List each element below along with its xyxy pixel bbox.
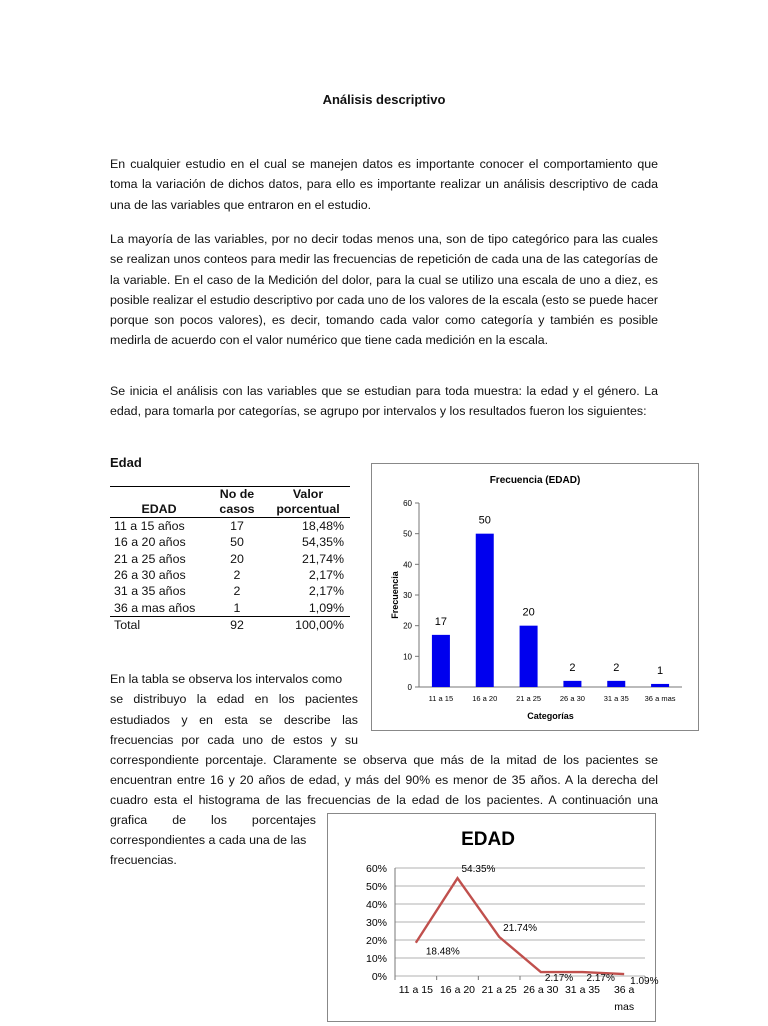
x-tick-label: 36 a mas: [644, 694, 676, 703]
wrap-line: grafica de los porcentajes: [110, 813, 316, 827]
data-label: 20: [522, 606, 535, 619]
x-tick-label: 21 a 25: [481, 984, 517, 996]
table-row: 26 a 30 años 2 2,17%: [114, 568, 344, 583]
y-tick-label: 40: [403, 560, 412, 570]
data-label: 2.17%: [544, 973, 574, 985]
x-tick-label: 26 a 30: [559, 694, 585, 703]
y-tick-label: 30: [403, 591, 412, 600]
table-total-row: Total 92 100,00%: [110, 616, 350, 633]
data-label: 18.48%: [425, 946, 460, 958]
x-tick-label: 16 a 20: [472, 694, 498, 703]
x-tick-label: 11 a 15: [398, 984, 433, 996]
y-tick-label: 20%: [365, 935, 387, 947]
bar: [651, 684, 669, 687]
bar: [432, 635, 450, 687]
y-tick-label: 20: [403, 621, 412, 631]
data-label: 21.74%: [503, 922, 538, 934]
y-tick-label: 30%: [365, 917, 387, 929]
wrap-line: estudiados y en esta se describe las: [110, 713, 358, 727]
bar: [520, 626, 538, 687]
x-tick-label: 31 a 35: [564, 984, 601, 996]
chart-title: EDAD: [461, 829, 515, 850]
y-tick-label: 0: [407, 683, 412, 692]
table-row: 16 a 20 años 50 54,35%: [114, 535, 344, 550]
table-header-edad: EDAD: [141, 502, 177, 516]
data-label: 1.09%: [630, 976, 659, 988]
bar-chart: [372, 464, 698, 730]
bar-chart-container: [371, 463, 699, 731]
data-label: 2: [613, 661, 620, 674]
page-title: Análisis descriptivo: [322, 92, 446, 107]
table-header-casos: No de casos: [219, 487, 255, 516]
x-tick-label: 21 a 25: [516, 694, 542, 703]
y-tick-label: 10: [403, 652, 412, 662]
table-header-porcentual: Valor porcentual: [276, 487, 340, 516]
y-axis-label: Frecuencia: [390, 571, 400, 619]
paragraph-3: Se inicia el análisis con las variables que se estudian para toda muestra: la edad y el género. La edad, para tomarla por categorías, se agrupo por intervalos y los resultados fueron los siguientes:: [110, 384, 658, 419]
wrap-line: frecuencias.: [110, 853, 177, 867]
wrap-line: correspondientes a cada una de las: [110, 833, 307, 847]
y-tick-label: 60: [403, 499, 412, 508]
paragraph-1: En cualquier estudio en el cual se manejen datos es importante conocer el comportamiento que toma la variación de dichos datos, para ello es importante realizar un análisis descriptivo de cada una de las variables que entraron en el estudio.: [110, 157, 658, 212]
x-tick-label: 36 a: [613, 984, 635, 996]
data-label: 2: [569, 661, 576, 674]
full-line: cuadro esta el histograma de las frecuencias de la edad de los pacientes. A continuación una: [110, 793, 658, 807]
data-label: 2.17%: [586, 973, 615, 985]
full-line: encuentran entre 16 y 20 años de edad, y más del 90% es menor de 35 años. A la derecha del: [110, 773, 658, 787]
data-label: 50: [478, 514, 491, 527]
x-tick-label: 11 a 15: [428, 694, 454, 703]
table-row: 31 a 35 años 2 2,17%: [114, 584, 344, 599]
y-tick-label: 50: [403, 529, 412, 539]
bar: [563, 681, 581, 687]
x-tick-label: 26 a 30: [523, 984, 559, 996]
y-tick-label: 0%: [371, 971, 387, 983]
y-tick-label: 60%: [365, 863, 387, 875]
data-label: 54.35%: [461, 864, 496, 876]
full-line: correspondiente porcentaje. Claramente se observa que más de la mitad de los pacientes se: [110, 753, 658, 767]
age-table: [110, 486, 350, 633]
x-tick-label: mas: [614, 1001, 635, 1013]
y-tick-label: 50%: [365, 881, 387, 893]
table-row: 36 a mas años 1 1,09%: [114, 600, 344, 615]
line-chart: [328, 814, 659, 1021]
wrap-line: En la tabla se observa los intervalos como: [110, 672, 343, 686]
x-tick-label: 31 a 35: [603, 694, 629, 703]
table-row: 21 a 25 años 20 21,74%: [114, 551, 344, 566]
bar: [476, 534, 494, 687]
wrap-line: frecuencias por cada uno de estos y su: [110, 733, 358, 747]
data-label: 1: [657, 664, 664, 677]
data-label: 17: [434, 615, 448, 628]
chart-title: Frecuencia (EDAD): [489, 475, 581, 486]
wrap-line: se distribuyo la edad en los pacientes: [110, 692, 358, 706]
x-axis-label: Categorías: [527, 711, 574, 721]
y-tick-label: 40%: [365, 899, 387, 911]
section-heading-edad: Edad: [110, 455, 142, 470]
y-tick-label: 10%: [365, 953, 387, 965]
paragraph-2: La mayoría de las variables, por no decir todas menos una, son de tipo categórico para las cuales se realizan unos conteos para medir las frecuencias de repetición de cada una de las categorías de la variable. En el caso de la Medición del dolor, para la cual se utilizo una escala de uno a diez, es posible realizar el estudio descriptivo por cada uno de los valores de la escala (esto se puede hacer porque son pocos valores), es decir, tomando cada valor como categoría y también es posible medirla de acuerdo con el valor numérico que tiene cada medición en la escala.: [110, 232, 658, 348]
line-chart-container: [327, 813, 659, 1022]
table-row: 11 a 15 años 17 18,48%: [114, 519, 344, 534]
x-tick-label: 16 a 20: [439, 984, 476, 996]
bar: [607, 681, 625, 687]
